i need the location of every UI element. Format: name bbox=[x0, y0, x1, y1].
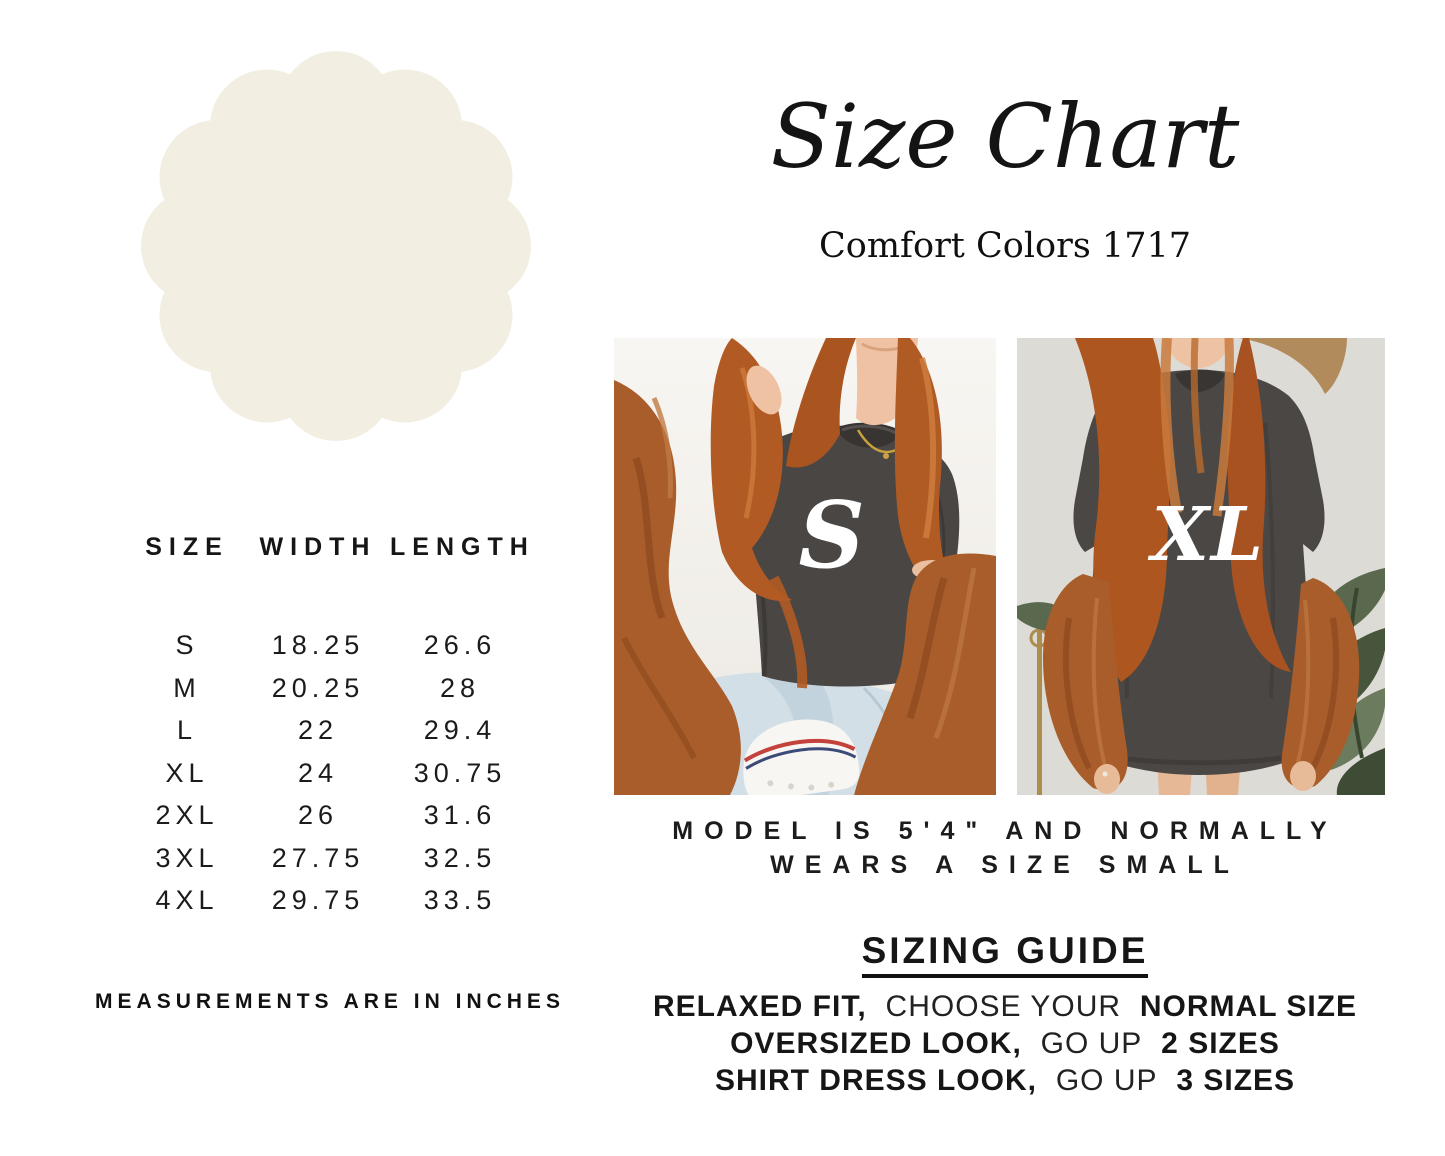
table-cell: 32.5 bbox=[423, 842, 497, 873]
table-cell: 3XL bbox=[155, 842, 219, 873]
table-cell: 20.25 bbox=[271, 672, 365, 703]
table-cell: S bbox=[175, 630, 199, 660]
table-cell: 29.75 bbox=[271, 885, 365, 915]
right-column bbox=[600, 0, 1410, 1156]
column-header-length: LENGTH bbox=[390, 533, 535, 561]
column-header-size: SIZE bbox=[145, 533, 229, 561]
table-cell: 30.75 bbox=[413, 757, 507, 788]
table-cell: 4XL bbox=[155, 885, 219, 915]
shirt-size-letter-small: S bbox=[798, 480, 865, 589]
size-table-body bbox=[128, 628, 530, 926]
table-cell: L bbox=[176, 715, 198, 745]
table-cell: 33.5 bbox=[423, 885, 497, 915]
scalloped-flower-svg bbox=[138, 48, 534, 444]
size-table bbox=[128, 532, 535, 926]
model-caption-line2: WEARS A SIZE SMALL bbox=[770, 851, 1240, 879]
table-cell: 2XL bbox=[155, 800, 219, 830]
sizing-guide-line: RELAXED FIT, CHOOSE YOUR NORMAL SIZE bbox=[653, 990, 1357, 1023]
scalloped-flower-shape bbox=[138, 48, 534, 444]
table-cell: 26.6 bbox=[423, 630, 497, 660]
column-header-width: WIDTH bbox=[259, 533, 377, 561]
model-photo-xl bbox=[1017, 338, 1385, 795]
sizing-guide-line: OVERSIZED LOOK, GO UP 2 SIZES bbox=[730, 1027, 1280, 1060]
measurements-note: MEASUREMENTS ARE IN INCHES bbox=[95, 990, 565, 1013]
page-subtitle: Comfort Colors 1717 bbox=[819, 226, 1191, 266]
size-table-header-row bbox=[128, 532, 535, 562]
table-cell: 31.6 bbox=[423, 800, 497, 830]
table-cell: 28 bbox=[439, 672, 481, 703]
model-caption-line1: MODEL IS 5'4" AND NORMALLY bbox=[672, 817, 1338, 845]
table-cell: 26 bbox=[297, 800, 339, 830]
sizing-guide-line: SHIRT DRESS LOOK, GO UP 3 SIZES bbox=[714, 1064, 1296, 1097]
shirt-size-letter-xl: XL bbox=[1151, 491, 1266, 578]
model-caption bbox=[600, 814, 1410, 882]
table-cell: M bbox=[173, 672, 201, 703]
table-cell: 22 bbox=[297, 715, 339, 745]
model-photos bbox=[614, 338, 1385, 795]
sizing-guide bbox=[600, 930, 1410, 978]
table-cell: 18.25 bbox=[271, 630, 365, 660]
table-cell: 24 bbox=[297, 757, 339, 788]
table-cell: 27.75 bbox=[271, 842, 365, 873]
sizing-guide-heading: SIZING GUIDE bbox=[862, 930, 1149, 978]
page-title: Size Chart bbox=[770, 85, 1240, 188]
table-cell: 29.4 bbox=[423, 715, 497, 745]
sizing-guide-lines bbox=[600, 988, 1410, 1099]
table-cell: XL bbox=[165, 757, 209, 788]
model-photo-small bbox=[614, 338, 996, 795]
